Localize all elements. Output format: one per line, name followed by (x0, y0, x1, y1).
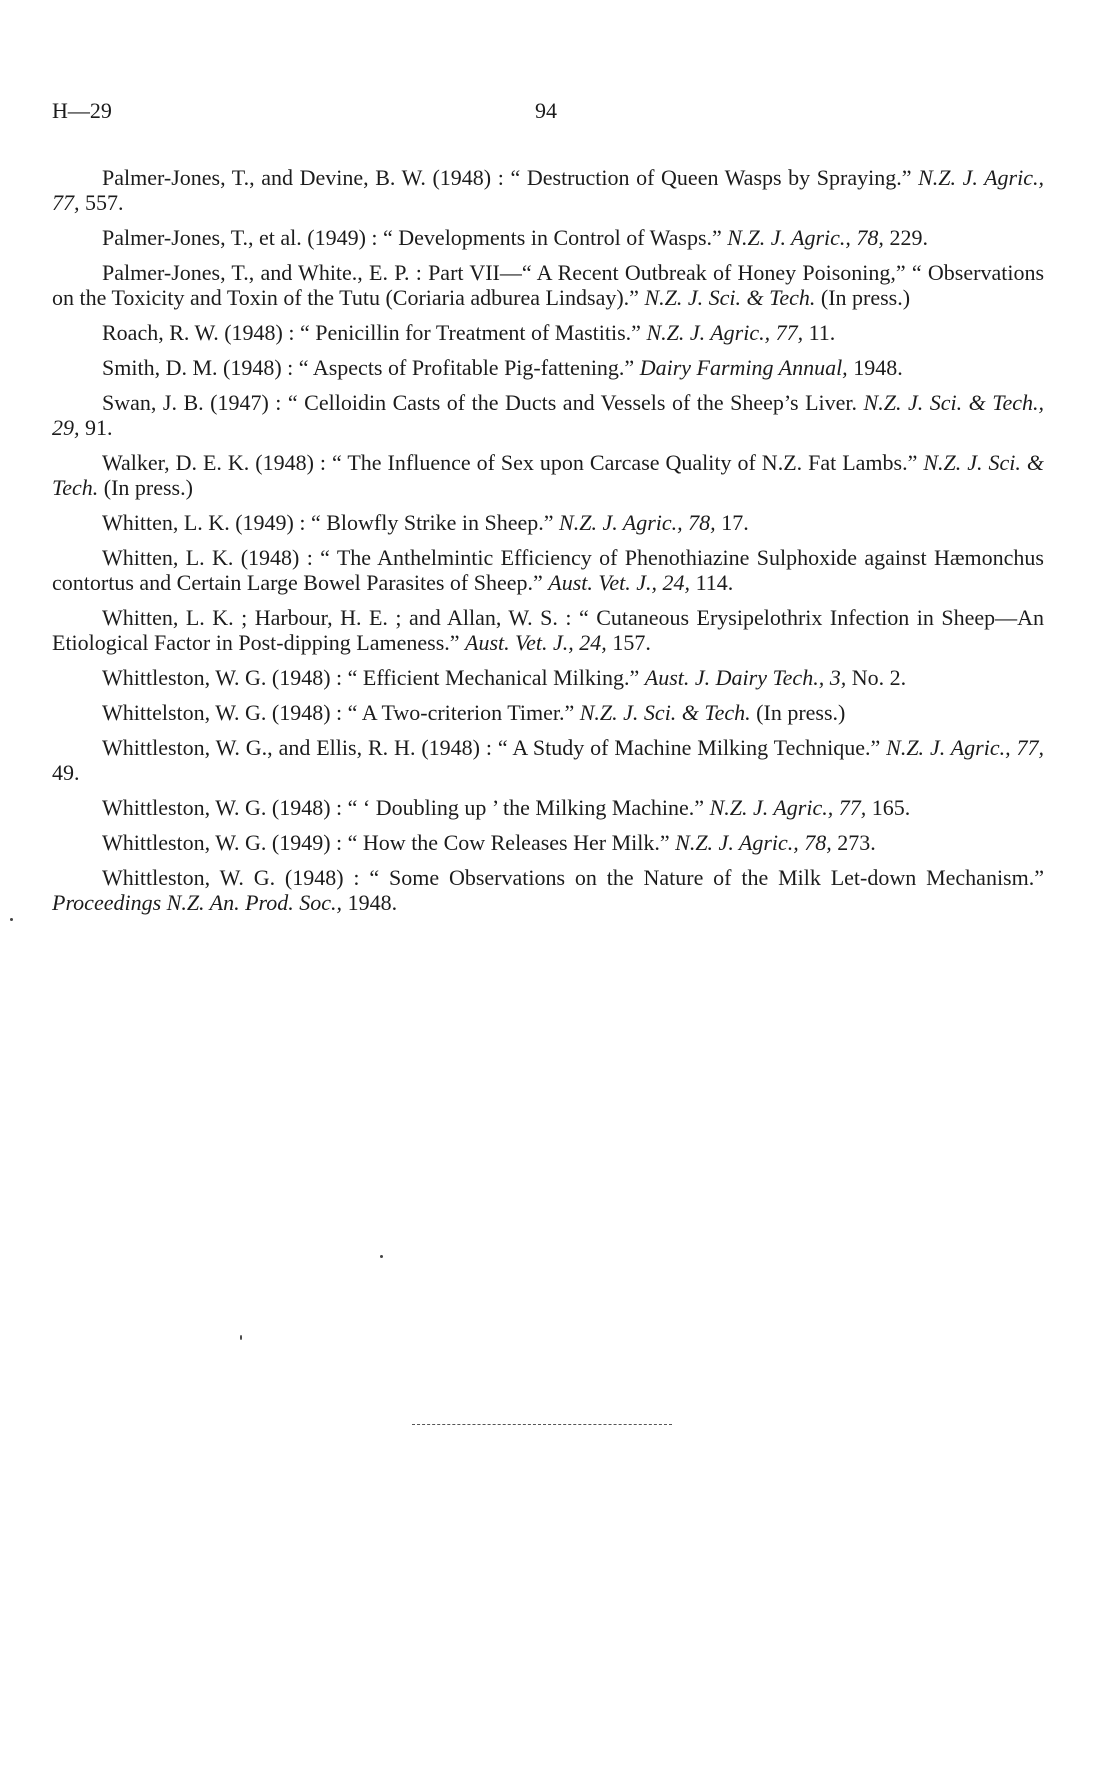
reference-tail: (In press.) (815, 285, 911, 310)
reference-entry (52, 545, 1044, 595)
reference-entry (52, 830, 1044, 855)
reference-text: Whittleston, W. G. (1949) : “ How the Cow Releases Her Milk.” (102, 830, 676, 855)
reference-tail: (In press.) (750, 700, 846, 725)
reference-journal: N.Z. J. Agric., 78, (675, 830, 832, 855)
reference-entry (52, 700, 1044, 725)
stray-dot (380, 1255, 383, 1258)
reference-text: Roach, R. W. (1948) : “ Penicillin for Treatment of Mastitis.” (102, 320, 647, 345)
reference-text: Whitten, L. K. (1949) : “ Blowfly Strike in Sheep.” (102, 510, 560, 535)
reference-text: Whitten, L. K. (1948) : “ The Anthelmintic Efficiency of Phenothiazine Sulphoxide against Hæmonchus contortus and Certain Large Bowel Parasites of Sheep.” (52, 545, 1044, 595)
reference-tail: 273. (831, 830, 876, 855)
reference-journal: Proceedings N.Z. An. Prod. Soc., (52, 890, 343, 915)
stray-mark (240, 1335, 242, 1340)
reference-text: Whittleston, W. G., and Ellis, R. H. (1948) : “ A Study of Machine Milking Technique.” (102, 735, 887, 760)
reference-journal: N.Z. J. Agric., 77, (52, 165, 1044, 215)
reference-tail: 157. (606, 630, 651, 655)
reference-text: Palmer-Jones, T., et al. (1949) : “ Developments in Control of Wasps.” (102, 225, 728, 250)
reference-text: Whittleston, W. G. (1948) : “ ‘ Doubling up ’ the Milking Machine.” (102, 795, 710, 820)
reference-journal: N.Z. J. Sci. & Tech. (579, 700, 751, 725)
reference-journal: N.Z. J. Agric., 78, (559, 510, 716, 535)
reference-journal: Aust. Vet. J., 24, (548, 570, 691, 595)
reference-tail: 11. (803, 320, 836, 345)
reference-entry (52, 320, 1044, 345)
reference-entry (52, 665, 1044, 690)
reference-journal: N.Z. J. Agric., 77, (886, 735, 1044, 760)
reference-journal: N.Z. J. Agric., 78, (727, 225, 884, 250)
reference-entry (52, 355, 1044, 380)
margin-dot (10, 918, 13, 921)
reference-journal: Aust. Vet. J., 24, (465, 630, 607, 655)
reference-tail: 229. (883, 225, 928, 250)
reference-entry (52, 165, 1044, 215)
reference-text: Smith, D. M. (1948) : “ Aspects of Profitable Pig-fattening.” (102, 355, 640, 380)
reference-entry (52, 390, 1044, 440)
reference-tail: No. 2. (846, 665, 907, 690)
reference-journal: N.Z. J. Sci. & Tech. (52, 450, 1044, 500)
reference-entry (52, 735, 1044, 785)
reference-tail: 1948. (847, 355, 903, 380)
reference-tail: 1948. (342, 890, 398, 915)
reference-entry (52, 260, 1044, 310)
reference-text: Swan, J. B. (1947) : “ Celloidin Casts of the Ducts and Vessels of the Sheep’s Liver. (102, 390, 864, 415)
reference-text: Whittleston, W. G. (1948) : “ Efficient Mechanical Milking.” (102, 665, 645, 690)
reference-tail: (In press.) (98, 475, 193, 500)
reference-text: Walker, D. E. K. (1948) : “ The Influence of Sex upon Carcase Quality of N.Z. Fat Lambs.” (102, 450, 924, 475)
reference-journal: N.Z. J. Sci. & Tech. (644, 285, 816, 310)
reference-tail: 17. (715, 510, 749, 535)
page-number: 94 (535, 98, 557, 123)
reference-tail: 165. (866, 795, 911, 820)
reference-journal: N.Z. J. Agric., 77, (646, 320, 804, 345)
reference-text: Palmer-Jones, T., and White., E. P. : Part VII—“ A Recent Outbreak of Honey Poisoning,” “ Observations on the Toxicity and Toxin of the Tutu (Coriaria adburea Lindsay).” (52, 260, 1044, 310)
reference-list (52, 165, 1044, 925)
reference-journal: Dairy Farming Annual, (639, 355, 848, 380)
reference-tail: 91. (79, 415, 113, 440)
reference-tail: 114. (690, 570, 734, 595)
reference-text: Palmer-Jones, T., and Devine, B. W. (1948) : “ Destruction of Queen Wasps by Spraying.” (102, 165, 919, 190)
reference-journal: N.Z. J. Agric., 77, (709, 795, 867, 820)
reference-tail: 49. (52, 760, 80, 785)
reference-entry (52, 225, 1044, 250)
page-header (52, 98, 1052, 128)
reference-entry (52, 450, 1044, 500)
reference-journal: N.Z. J. Sci. & Tech., 29, (52, 390, 1044, 440)
reference-text: Whittelston, W. G. (1948) : “ A Two-criterion Timer.” (102, 700, 580, 725)
reference-entry (52, 795, 1044, 820)
reference-journal: Aust. J. Dairy Tech., 3, (644, 665, 847, 690)
reference-entry (52, 865, 1044, 915)
document-code: H—29 (52, 98, 112, 123)
reference-text: Whittleston, W. G. (1948) : “ Some Observations on the Nature of the Milk Let-down Mechanism.” (102, 865, 1044, 890)
reference-tail: 557. (79, 190, 124, 215)
end-rule (412, 1424, 672, 1425)
reference-text: Whitten, L. K. ; Harbour, H. E. ; and Allan, W. S. : “ Cutaneous Erysipelothrix Infection in Sheep—An Etiological Factor in Post-dipping Lameness.” (52, 605, 1044, 655)
reference-entry (52, 510, 1044, 535)
reference-entry (52, 605, 1044, 655)
